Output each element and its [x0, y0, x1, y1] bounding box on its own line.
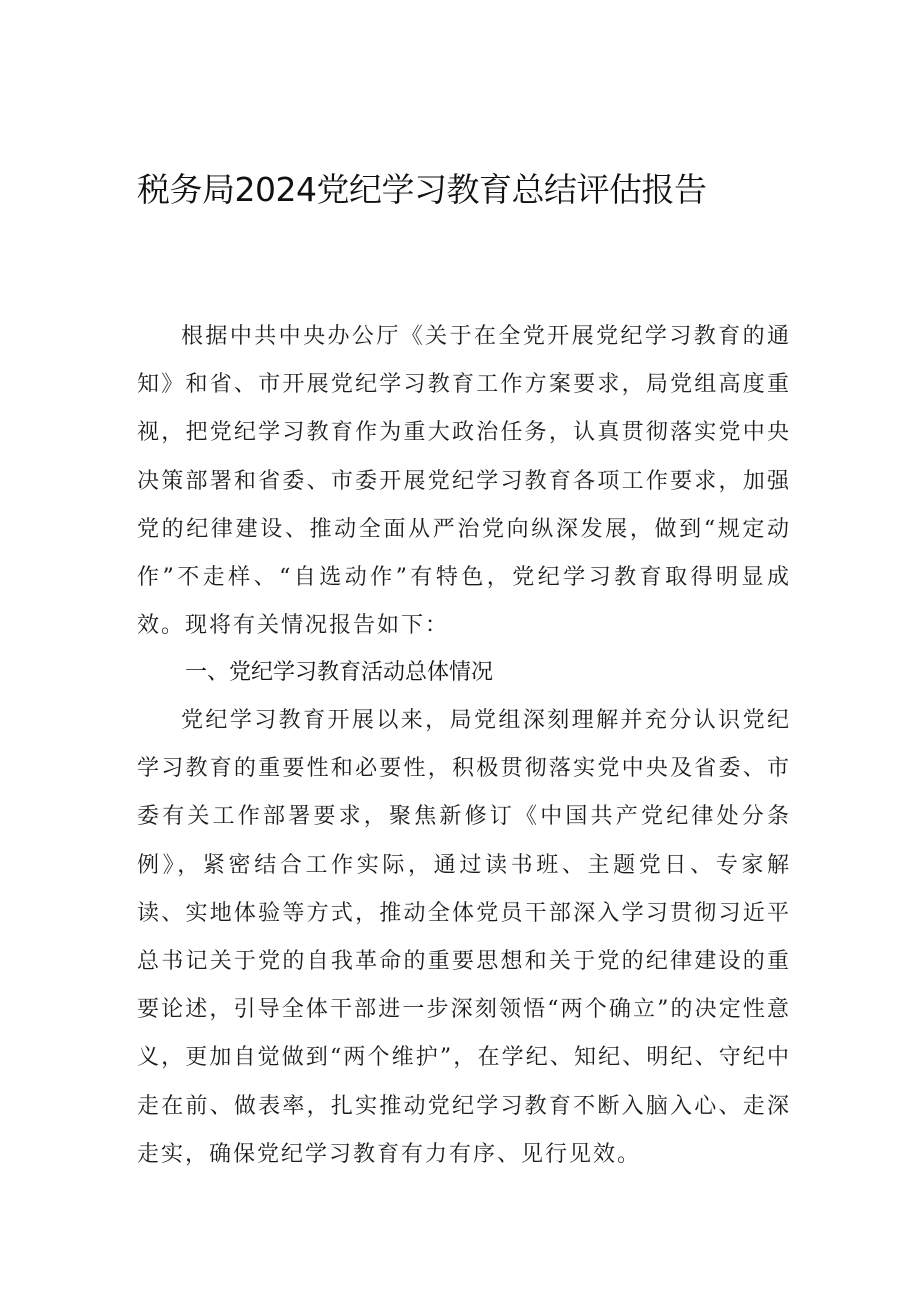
section-paragraph: 党纪学习教育开展以来，局党组深刻理解并充分认识党纪学习教育的重要性和必要性，积极贯彻落实党中央及省委、市委有关工作部署要求，聚焦新修订《中国共产党纪律处分条例》，紧密结合工作实际，通过读书班、主题党日、专家解读、实地体验等方式，推动全体党员干部深入学习贯彻习近平总书记关于党的自我革命的重要思想和关于党的纪律建设的重要论述，引导全体干部进一步深刻领悟“两个确立”的决定性意义，更加自觉做到“两个维护”，在学纪、知纪、明纪、守纪中走在前、做表率，扎实推动党纪学习教育不断入脑入心、走深走实，确保党纪学习教育有力有序、见行见效。 — [137, 708, 791, 1167]
document-title: 税务局2024党纪学习教育总结评估报告 — [137, 170, 707, 209]
intro-paragraph: 根据中共中央办公厅《关于在全党开展党纪学习教育的通知》和省、市开展党纪学习教育工作方案要求，局党组高度重视，把党纪学习教育作为重大政治任务，认真贯彻落实党中央决策部署和省委、市委开展党纪学习教育各项工作要求，加强党的纪律建设、推动全面从严治党向纵深发展，做到“规定动作”不走样、“自选动作”有特色，党纪学习教育取得明显成效。现将有关情况报告如下： — [137, 324, 791, 639]
section-heading: 一、党纪学习教育活动总体情况 — [185, 660, 494, 685]
